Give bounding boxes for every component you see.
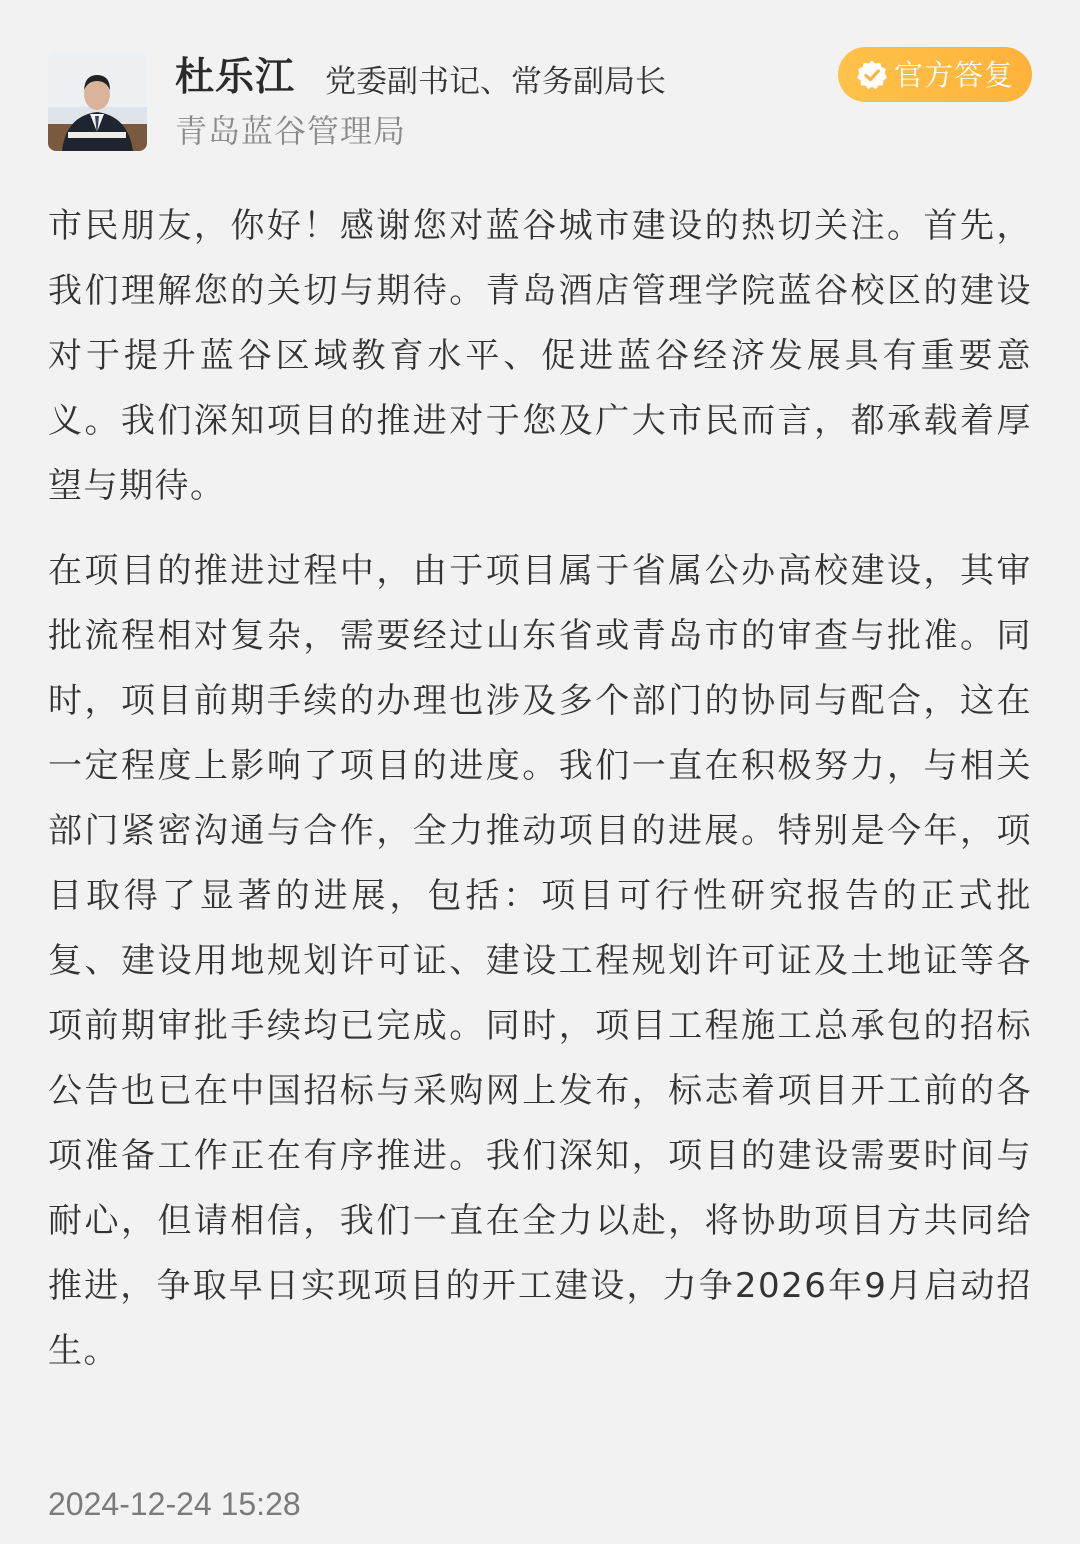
- avatar-photo: [48, 52, 147, 151]
- official-title: 党委副书记、常务副局长: [325, 64, 666, 100]
- reply-paragraph-2: 在项目的推进过程中，由于项目属于省属公办高校建设，其审批流程相对复杂，需要经过山东省或青岛市的审查与批准。同时，项目前期手续的办理也涉及多个部门的协同与配合，这在一定程度上影响了项目的进度。我们一直在积极努力，与相关部门紧密沟通与合作，全力推动项目的进展。特别是今年，项目取得了显著的进展，包括：项目可行性研究报告的正式批复、建设用地规划许可证、建设工程规划许可证及土地证等各项前期审批手续均已完成。同时，项目工程施工总承包的招标公告也已在中国招标与采购网上发布，标志着项目开工前的各项准备工作正在有序推进。我们深知，项目的建设需要时间与耐心，但请相信，我们一直在全力以赴，将协助项目方共同给推进，争取早日实现项目的开工建设，力争2026年9月启动招生。: [48, 551, 1032, 1371]
- reply-content: [48, 194, 1032, 1384]
- reply-paragraph-1: 市民朋友，你好！感谢您对蓝谷城市建设的热切关注。首先，我们理解您的关切与期待。青岛酒店管理学院蓝谷校区的建设对于提升蓝谷区域教育水平、促进蓝谷经济发展具有重要意义。我们深知项目的推进对于您及广大市民而言，都承载着厚望与期待。: [48, 206, 1032, 506]
- official-name: 杜乐江: [175, 55, 296, 100]
- reply-header: [48, 52, 1032, 152]
- official-avatar[interactable]: [48, 52, 147, 151]
- badge-label: 官方答复: [893, 57, 1014, 92]
- official-organization: 青岛蓝谷管理局: [175, 112, 407, 150]
- official-reply-badge: [838, 47, 1032, 102]
- verified-check-icon: [856, 59, 888, 91]
- reply-timestamp: 2024-12-24 15:28: [48, 1486, 301, 1522]
